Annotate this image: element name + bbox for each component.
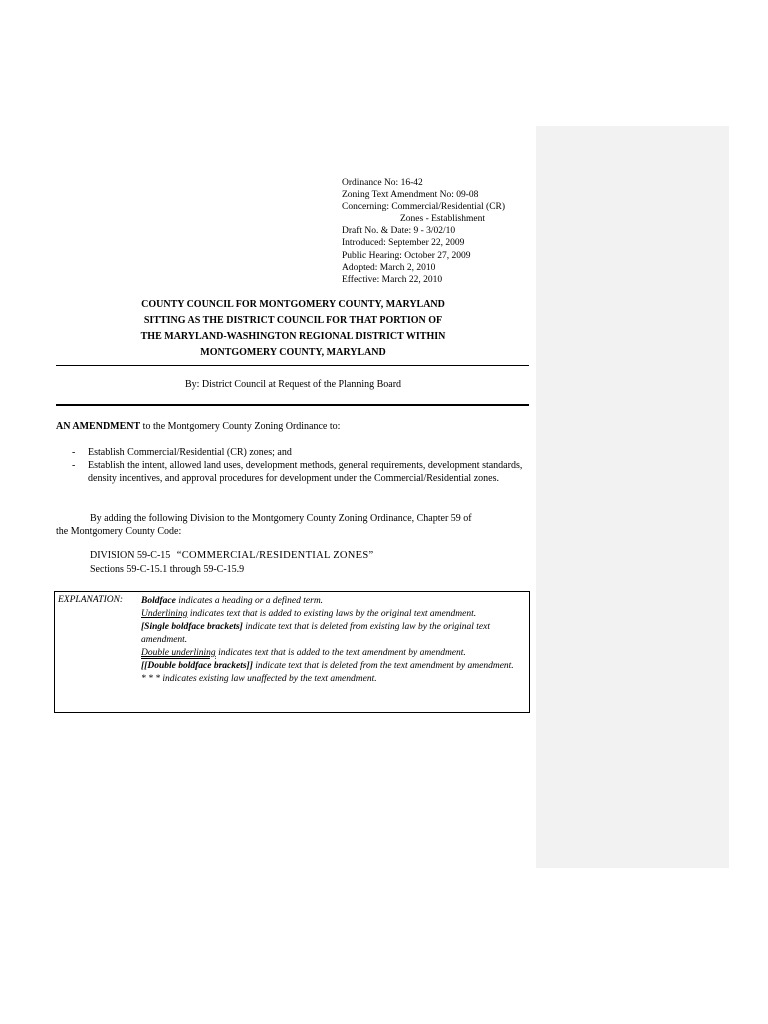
public-hearing-line: Public Hearing: October 27, 2009 bbox=[342, 250, 471, 261]
ordinance-number: Ordinance No: 16-42 bbox=[342, 178, 423, 188]
concerning-line: Concerning: Commercial/Residential (CR) bbox=[342, 202, 506, 213]
explanation-line: * * * indicates existing law unaffected by the text amendment. bbox=[141, 674, 377, 684]
council-title-line: THE MARYLAND-WASHINGTON REGIONAL DISTRICT WITHIN bbox=[140, 331, 446, 342]
list-item bbox=[72, 459, 528, 485]
council-title-line: SITTING AS THE DISTRICT COUNCIL FOR THAT PORTION OF bbox=[143, 315, 443, 326]
divider bbox=[56, 365, 529, 366]
amendment-lead: AN AMENDMENT bbox=[56, 421, 141, 432]
council-title-line: COUNTY COUNCIL FOR MONTGOMERY COUNTY, MARYLAND bbox=[141, 299, 445, 310]
explanation-content bbox=[141, 595, 526, 686]
explanation-label: EXPLANATION: bbox=[58, 595, 124, 605]
explanation-box bbox=[54, 591, 530, 713]
division-title: “COMMERCIAL/RESIDENTIAL ZONES” bbox=[176, 550, 374, 561]
explanation-line bbox=[141, 621, 526, 647]
list-item bbox=[72, 446, 528, 459]
double-brackets-term: [[Double boldface brackets]] bbox=[141, 661, 253, 671]
introduced-line: Introduced: September 22, 2009 bbox=[342, 238, 465, 249]
division-sections: Sections 59-C-15.1 through 59-C-15.9 bbox=[90, 564, 245, 575]
paragraph-line: the Montgomery County Code: bbox=[56, 526, 182, 537]
explanation-line bbox=[141, 608, 526, 621]
explanation-line bbox=[141, 595, 526, 608]
draft-line: Draft No. & Date: 9 - 3/02/10 bbox=[342, 226, 456, 237]
amendment-bullets bbox=[72, 446, 528, 485]
zta-number: Zoning Text Amendment No: 09-08 bbox=[342, 190, 479, 201]
effective-line: Effective: March 22, 2010 bbox=[342, 274, 443, 285]
explanation-text: indicate text that is deleted from existing law by the original text amendment. bbox=[141, 622, 490, 645]
double-underlining-term: Double underlining bbox=[141, 648, 216, 658]
ordinance-metadata bbox=[342, 177, 505, 286]
explanation-text: indicates text that is added to the text amendment by amendment. bbox=[215, 648, 466, 658]
bullet-dash: - bbox=[72, 447, 76, 458]
single-brackets-term: [Single boldface brackets] bbox=[141, 622, 243, 632]
explanation-line bbox=[141, 647, 526, 660]
underlining-term: Underlining bbox=[141, 609, 188, 619]
paragraph-line: By adding the following Division to the Montgomery County Zoning Ordinance, Chapter 59 of bbox=[90, 513, 472, 524]
explanation-text: indicates a heading or a defined term. bbox=[175, 596, 324, 606]
council-title-line: MONTGOMERY COUNTY, MARYLAND bbox=[200, 347, 386, 358]
explanation-text: indicates text that is added to existing laws by the original text amendment. bbox=[187, 609, 477, 619]
by-line: By: District Council at Request of the Planning Board bbox=[184, 379, 402, 390]
division-number: DIVISION 59-C-15 bbox=[90, 550, 171, 561]
amendment-intro bbox=[56, 421, 340, 432]
boldface-term: Boldface bbox=[141, 596, 176, 606]
divider bbox=[56, 404, 529, 406]
bullet-dash: - bbox=[72, 460, 76, 471]
bullet-text: Establish the intent, allowed land uses, development methods, general requirements, development standards, density incentives, and approval procedures for development under the Commercial/Residential zones. bbox=[88, 460, 523, 484]
council-title bbox=[56, 297, 530, 361]
adopted-line: Adopted: March 2, 2010 bbox=[342, 262, 436, 273]
bullet-text: Establish Commercial/Residential (CR) zones; and bbox=[88, 447, 292, 458]
explanation-line bbox=[141, 660, 526, 673]
division-heading bbox=[90, 549, 374, 577]
adding-paragraph bbox=[56, 512, 530, 538]
amendment-rest: to the Montgomery County Zoning Ordinance to: bbox=[140, 421, 341, 432]
concerning-continuation: Zones - Establishment bbox=[400, 214, 485, 225]
comments-pane bbox=[536, 126, 729, 868]
explanation-text: indicate text that is deleted from the text amendment by amendment. bbox=[252, 661, 514, 671]
